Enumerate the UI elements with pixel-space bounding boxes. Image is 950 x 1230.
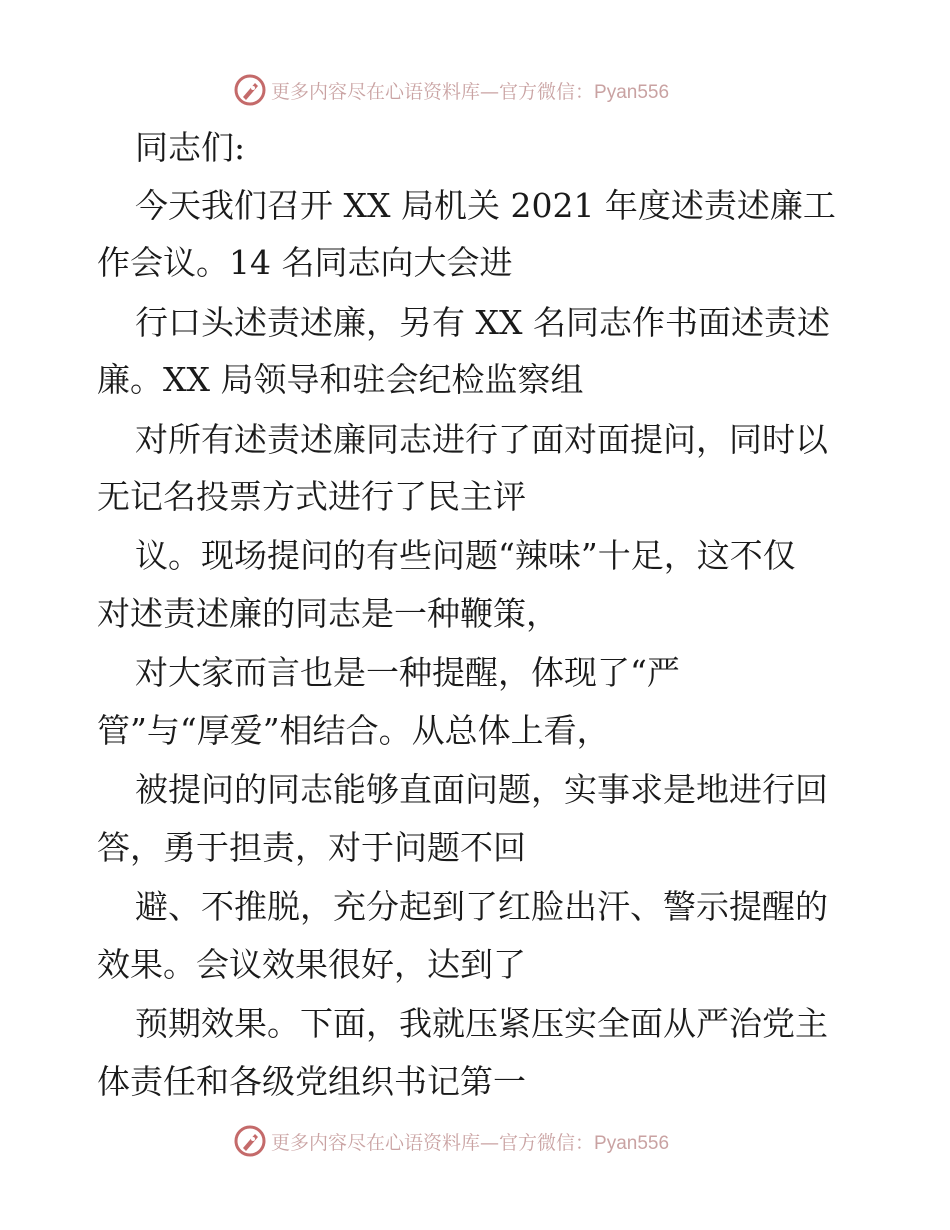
footer-watermark: [233, 1121, 669, 1161]
body-line: 体责任和各级党组织书记第一: [97, 1062, 526, 1101]
body-line: 避、不推脱，充分起到了红脸出汗、警示提醒的: [135, 887, 828, 926]
watermark-wechat-id: Pyan556: [594, 81, 670, 103]
body-line: 对大家而言也是一种提醒，体现了“严: [135, 653, 680, 692]
body-line: 对述责述廉的同志是一种鞭策，: [97, 594, 559, 633]
header-watermark: [233, 70, 669, 110]
body-line: 今天我们召开 XX 局机关 2021 年度述责述廉工: [135, 186, 836, 225]
body-line: 议。现场提问的有些问题“辣味”十足，这不仅: [135, 536, 796, 575]
body-line: 行口头述责述廉，另有 XX 名同志作书面述责述: [135, 303, 830, 342]
pen-nib-logo-icon: [233, 1124, 267, 1158]
body-line: 被提问的同志能够直面问题，实事求是地进行回: [135, 770, 828, 809]
body-line: 作会议。14 名同志向大会进: [97, 243, 513, 282]
body-line: 同志们:: [135, 128, 246, 167]
body-line: 廉。XX 局领导和驻会纪检监察组: [97, 360, 584, 399]
pen-nib-logo-icon: [233, 73, 267, 107]
watermark-text: 更多内容尽在心语资料库—官方微信：Pyan556: [271, 1131, 670, 1154]
watermark-wechat-id: Pyan556: [594, 1132, 670, 1154]
body-line: 答，勇于担责，对于问题不回: [97, 828, 526, 867]
body-line: 效果。会议效果很好，达到了: [97, 945, 526, 984]
watermark-text: 更多内容尽在心语资料库—官方微信：Pyan556: [271, 80, 670, 103]
body-line: 预期效果。下面，我就压紧压实全面从严治党主: [135, 1004, 828, 1043]
body-line: 管”与“厚爱”相结合。从总体上看，: [97, 711, 610, 750]
body-line: 无记名投票方式进行了民主评: [97, 477, 526, 516]
body-line: 对所有述责述廉同志进行了面对面提问，同时以: [135, 420, 828, 459]
